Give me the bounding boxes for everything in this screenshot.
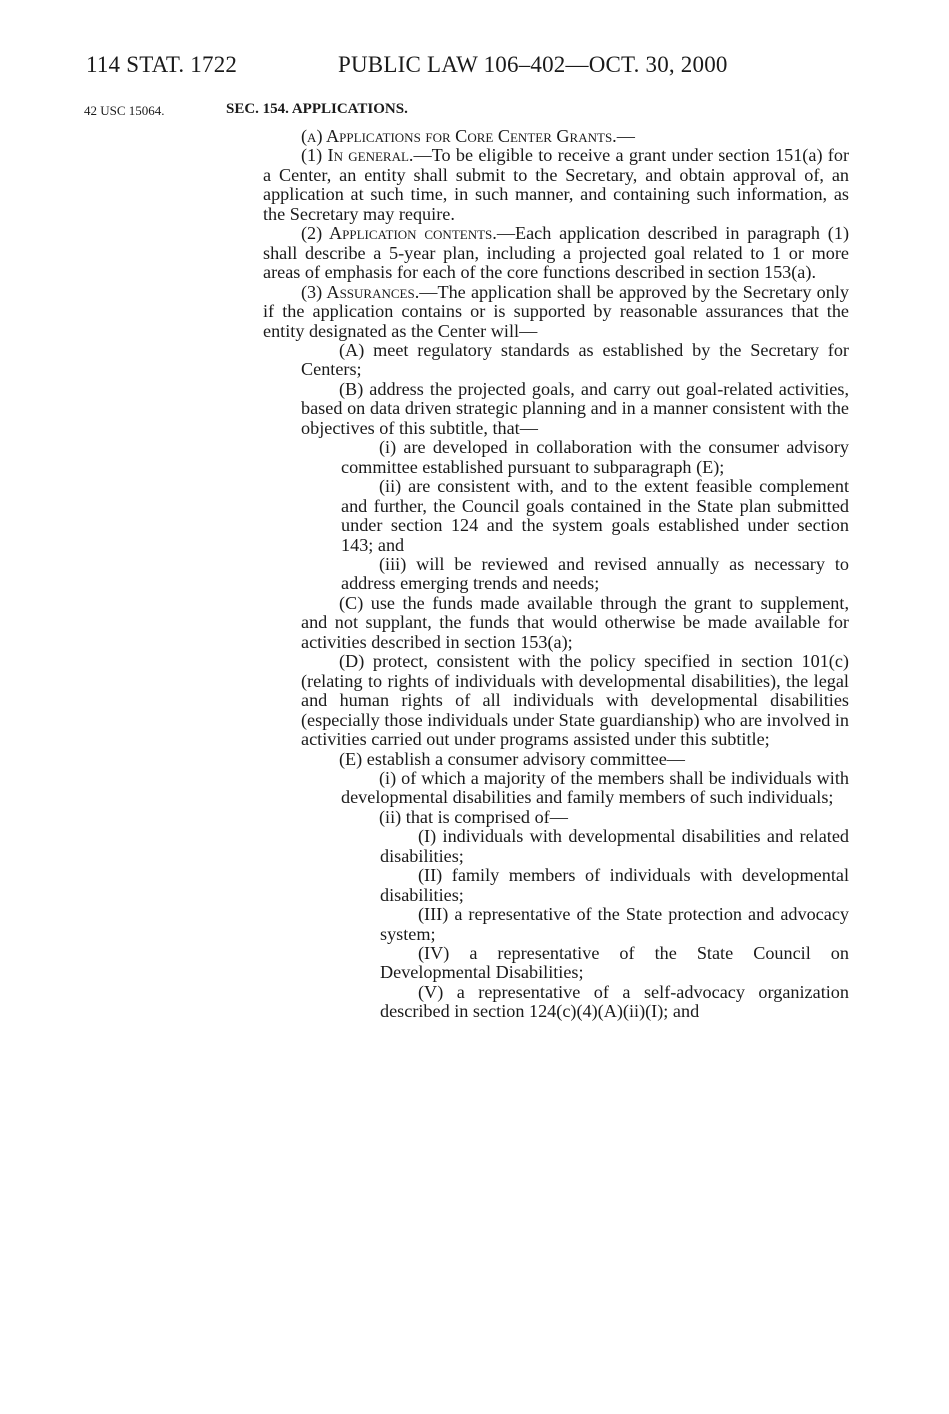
subparagraph-D: (D) protect, consistent with the policy specified in section 101(c) (relating to rights of individuals with developmental disabilities), the legal and human rights of all individuals with developmental disabilities (especially those individuals under State guardianship) who are involved in activities carried out under programs assisted under this subtitle; — [301, 651, 850, 750]
paragraph-1: (1) In general.—To be eligible to receive a grant under section 151(a) for a Center, an entity shall submit to the Secretary, and obtain approval of, an application at such time, in such manner, and containing such information, as the Secretary may require. — [263, 145, 850, 224]
clause-B-iii: (iii) will be reviewed and revised annually as necessary to address emerging trends and needs; — [341, 553, 849, 594]
subparagraph-A: (A) meet regulatory standards as established by the Secretary for Centers; — [301, 339, 849, 380]
clause-E-ii: (ii) that is comprised of— — [379, 806, 568, 827]
subparagraph-B: (B) address the projected goals, and carry out goal-related activities, based on data driven strategic planning and in a manner consistent with the objectives of this subtitle, that— — [301, 378, 849, 438]
page-header — [86, 52, 866, 86]
section-heading: SEC. 154. APPLICATIONS. — [226, 101, 408, 117]
clause-B-i: (i) are developed in collaboration with the consumer advisory committee established pursuant to subparagraph (E); — [341, 437, 849, 477]
paragraph-2: (2) Application contents.—Each application described in paragraph (1) shall describe a 5-year plan, including a projected goal related to 1 or more areas of emphasis for each of the core functions described in section 153(a). — [263, 223, 849, 283]
subsection-a-heading: (a) Applications for Core Center Grants.— — [301, 126, 635, 146]
statute-page-number: 114 STAT. 1722 — [86, 52, 238, 77]
subclause-E-ii-I: (I) individuals with developmental disabilities and related disabilities; — [380, 826, 849, 866]
subparagraph-E: (E) establish a consumer advisory committee— — [339, 748, 685, 769]
subclause-E-ii-III: (III) a representative of the State protection and advocacy system; — [380, 904, 849, 944]
subclause-E-ii-II: (II) family members of individuals with developmental disabilities; — [380, 865, 849, 905]
margin-citation: 42 USC 15064. — [84, 103, 165, 118]
subclause-E-ii-V: (V) a representative of a self-advocacy organization described in section 124(c)(4)(A)(ii)(I); and — [380, 981, 849, 1022]
clause-B-ii: (ii) are consistent with, and to the extent feasible complement and further, the Council goals contained in the State plan submitted under section 124 and the system goals established under section 143; and — [341, 476, 849, 555]
paragraph-3: (3) Assurances.—The application shall be approved by the Secretary only if the application contains or is supported by reasonable assurances that the entity designated as the Center will— — [263, 281, 849, 341]
public-law-title: PUBLIC LAW 106–402—OCT. 30, 2000 — [338, 52, 728, 77]
subparagraph-C: (C) use the funds made available through the grant to supplement, and not supplant, the funds that would otherwise be made available for activities described in section 153(a); — [301, 592, 849, 652]
section-body — [263, 127, 849, 1022]
clause-E-i: (i) of which a majority of the members shall be individuals with developmental disabilities and family members of such individuals; — [341, 767, 849, 808]
subclause-E-ii-IV: (IV) a representative of the State Council on Developmental Disabilities; — [380, 943, 849, 983]
